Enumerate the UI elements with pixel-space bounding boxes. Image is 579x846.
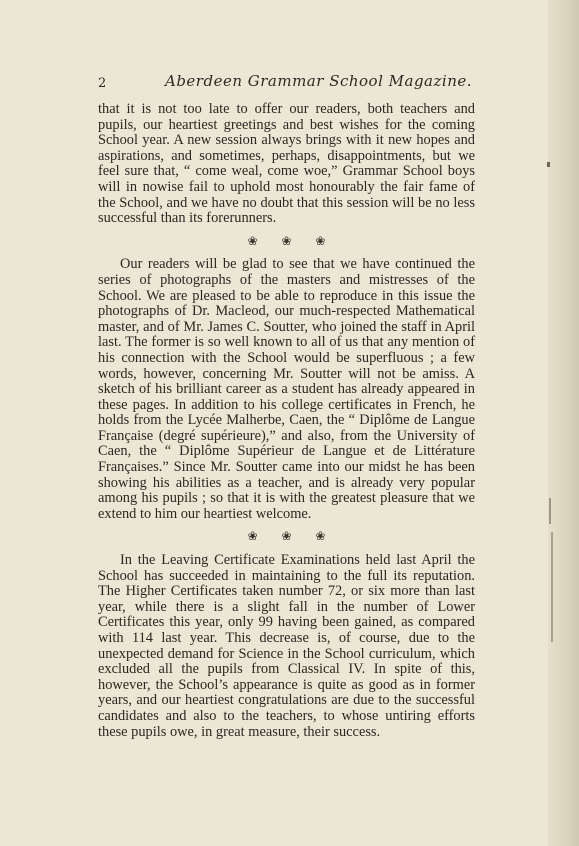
margin-mark (551, 532, 553, 642)
running-head: Aberdeen Grammar School Magazine. (165, 72, 473, 90)
article-body (98, 102, 475, 740)
paragraph-opening: that it is not too late to offer our readers, both teachers and pupils, our heartiest greetings and best wishes for the coming School year. A new session always brings with it new hopes and aspirations, and sometimes, perhaps, disappointments, but we feel sure that, “ come weal, come woe,” Grammar School boys will in nowise fail to uphold most honourably the fair fame of the School, and we have no doubt that this session will be no less successful than its forerunners. (98, 101, 475, 227)
page-header (98, 72, 478, 96)
margin-mark (547, 162, 550, 167)
paragraph-certificates: In the Leaving Certificate Examinations held last April the School has succeeded in maintaining to the full its reputation. The Higher Certificates taken number 72, or six more than last year, while there is a slight fall in the number of Lower Certificates this year, only 99 having been gained, as compared with 114 last year. This decrease is, of course, due to the unexpected demand for Science in the School curriculum, which excluded all the pupils from Classical IV. In spite of this, however, the School’s appearance is quite as good as in former years, and our heartiest congratulations are due to the successful candidates and also to the teachers, to whose untiring efforts these pupils owe, in great measure, their success. (98, 552, 475, 740)
paragraph-photographs: Our readers will be glad to see that we have continued the series of photographs of the masters and mistresses of the School. We are pleased to be able to reproduce in this issue the photographs of Dr. Macleod, our much-respected Mathematical master, and of Mr. James C. Soutter, who joined the staff in April last. The former is so well known to all of us that any mention of his connection with the School would be superfluous ; a few words, however, concerning Mr. Soutter will not be amiss. A sketch of his brilliant career as a student has already appeared in these pages. In addition to his college certificates in French, he holds from the Lycée Malherbe, Caen, the “ Diplôme de Langue Française (degré supérieure),” and also, from the University of Caen, the “ Diplôme Supérieur de Langue et de Littérature Françaises.” Since Mr. Soutter came into our midst he has been showing his abilities as a teacher, and is already very popular among his pupils ; so that it is with the greatest pleasure that we extend to him our heartiest welcome. (98, 256, 475, 522)
flower-ornament-divider: ❀ ❀ ❀ (247, 529, 336, 544)
page-edge (548, 0, 579, 846)
flower-ornament-divider: ❀ ❀ ❀ (247, 233, 336, 248)
margin-mark (549, 498, 551, 524)
page-number: 2 (98, 76, 107, 91)
